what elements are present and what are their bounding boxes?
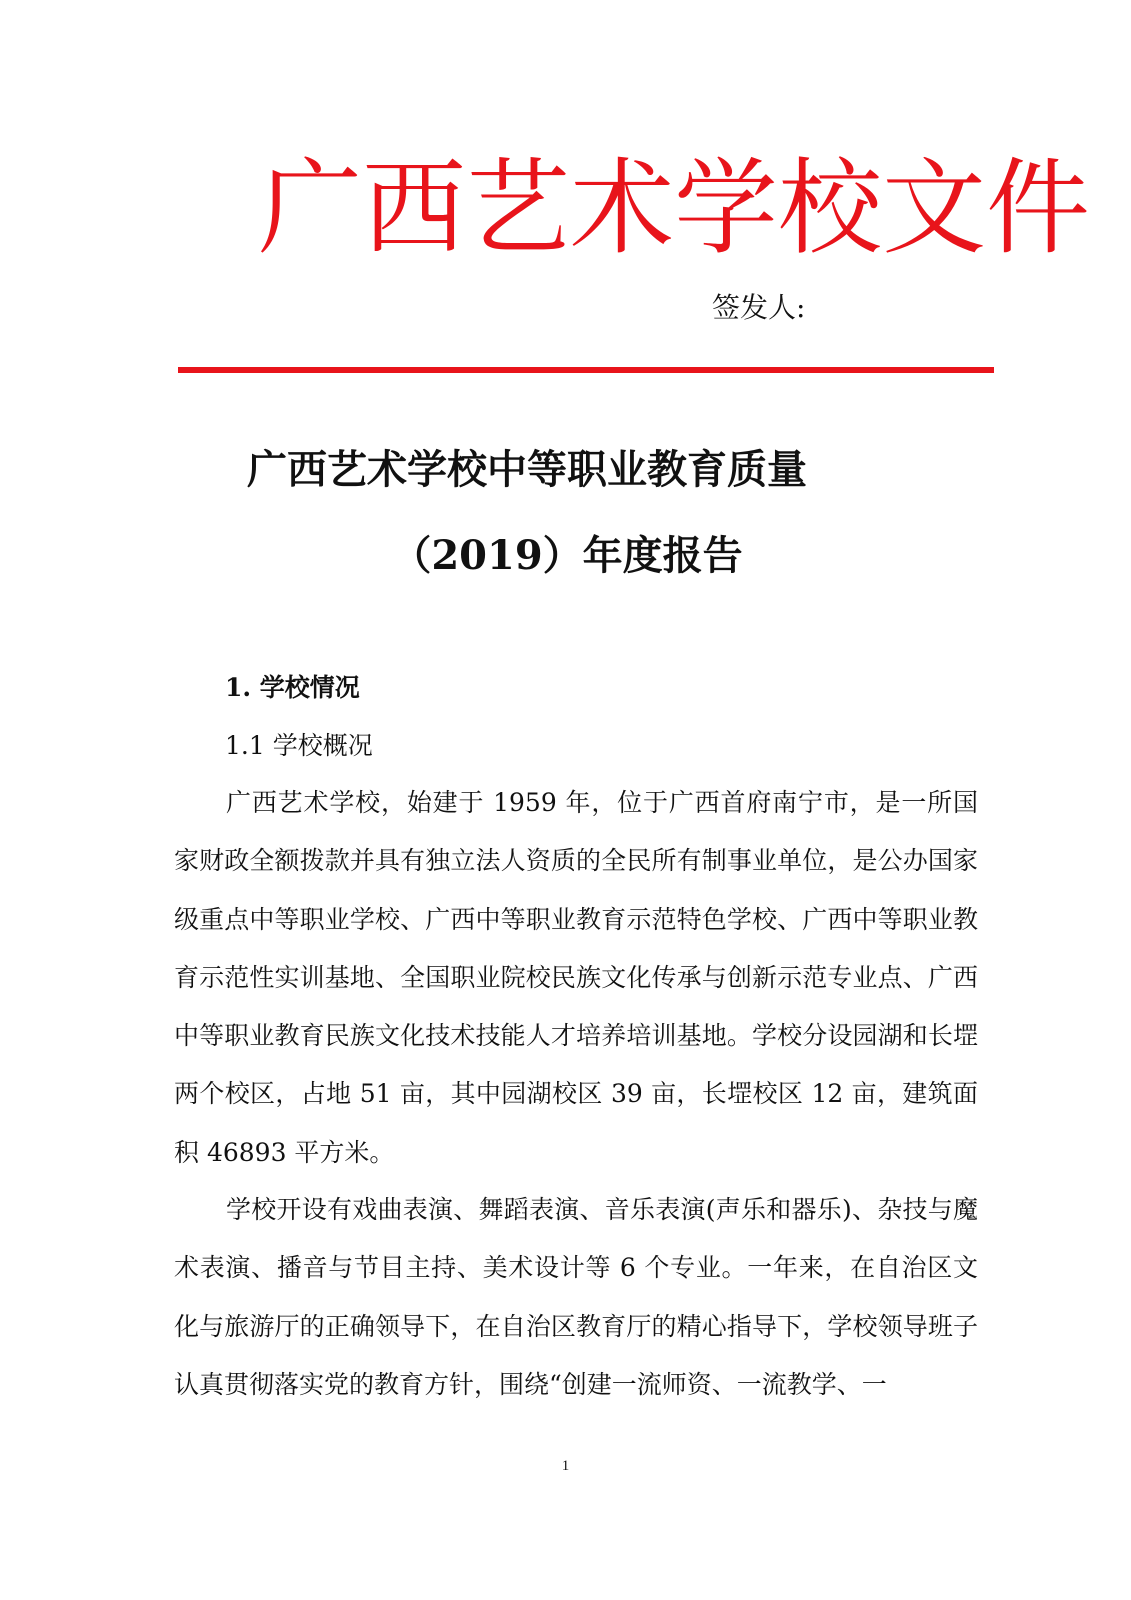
report-title-line-2: （2019）年度报告 [391,532,743,579]
report-title-line-1: 广西艺术学校中等职业教育质量 [247,446,807,493]
page-number: 1 [561,1458,570,1474]
header-red-rule [178,367,994,373]
body-paragraph-2: 学校开设有戏曲表演、舞蹈表演、音乐表演(声乐和器乐)、杂技与魔术表演、播音与节目主持、美术设计等 6 个专业。一年来，在自治区文化与旅游厅的正确领导下，在自治区教育厅的精心指导下，学校领导班子认真贯彻落实党的教育方针，围绕“创建一流师资、一流教学、一 [174,1195,978,1399]
subsection-heading: 1.1 学校概况 [225,731,373,760]
section-heading: 1. 学校情况 [225,673,360,702]
body-paragraph-1: 广西艺术学校，始建于 1959 年，位于广西首府南宁市，是一所国家财政全额拨款并具有独立法人资质的全民所有制事业单位，是公办国家级重点中等职业学校、广西中等职业教育示范特色学校、广西中等职业教育示范性实训基地、全国职业院校民族文化传承与创新示范专业点、广西中等职业教育民族文化技术技能人才培养培训基地。学校分设园湖和长堽两个校区，占地 51 亩，其中园湖校区 39 亩，长堽校区 12 亩，建筑面积 46893 平方米。 [174,788,978,1167]
signer-label: 签发人: [712,291,806,324]
document-header-title: 广西艺术学校文件 [258,147,1091,269]
